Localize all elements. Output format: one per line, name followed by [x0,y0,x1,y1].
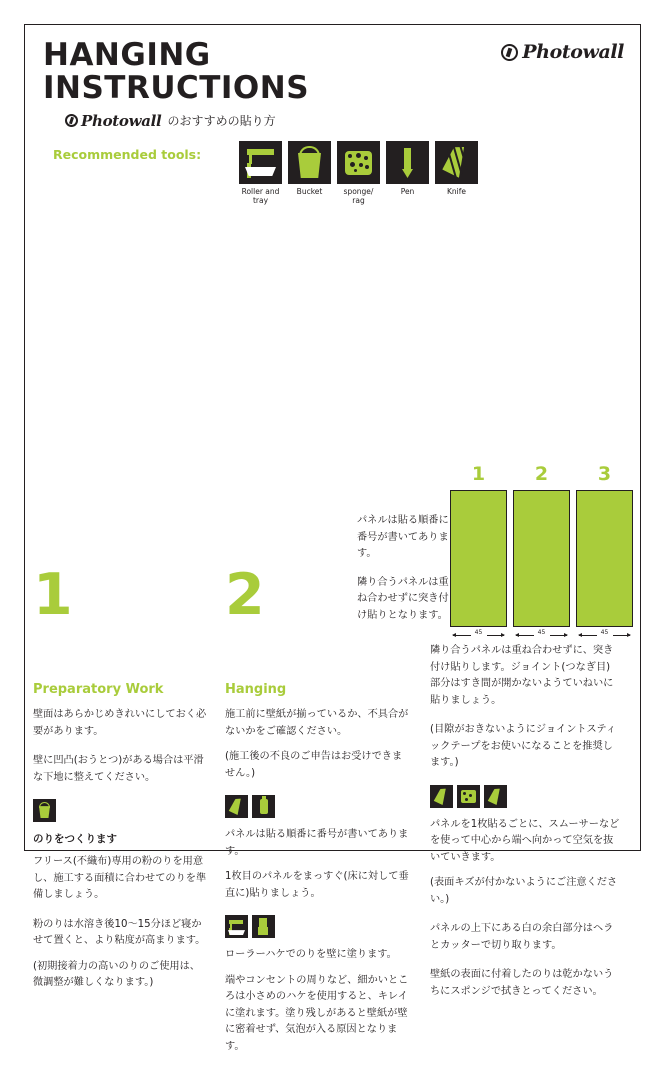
step-1-paragraph-2: 壁に凹凸(おうとつ)がある場合は平滑な下地に整えてください。 [33,755,204,783]
panel-dimension-value: 45 [597,629,613,636]
title-line-2: INSTRUCTIONS [43,70,310,107]
step-2-column [225,562,410,1068]
step-1-paragraph-1: 壁面はあらかじめきれいにしておく必要があります。 [33,709,207,737]
panel-dimension [450,629,507,642]
column-3-paragraph-6: 壁紙の表面に付着したのりは乾かないうちにスポンジで拭きとってください。 [430,969,614,997]
panel-row [450,490,643,627]
step-1-paragraph-3: フリース(不織布)専用の粉のりを用意し、施工する面積に合わせてのりを準備しましょう。 [33,856,207,901]
wall-panel [450,490,507,627]
sponge-rag-icon [337,141,380,184]
column-3-paragraph-2: (目隙がおきないようにジョイントスティックテープをお使いになることを推奨します。) [430,724,617,769]
step-1-column [33,562,208,1005]
panel-number: 3 [597,463,612,485]
step-1-paragraph-4: 粉のりは水溶き後10〜15分ほど寝かせて置くと、より粘度が高まります。 [33,918,206,947]
panel-number: 2 [534,463,549,485]
photowall-logo-icon [501,44,518,61]
panel-numbers [450,463,643,485]
panel-number: 1 [471,463,486,485]
step-2-paragraph-4: 1枚目のパネルをまっすぐ(床に対して垂直に)貼りましょう。 [225,871,409,899]
panel-dimension-value: 45 [471,629,487,636]
panel-dimension [576,629,633,642]
panel-dimension-value: 45 [534,629,550,636]
tool-item [239,141,282,206]
step-2-icons [225,795,410,818]
step-2-paragraph-5: ローラーハケでのりを壁に塗ります。 [225,949,397,961]
knife-icon [225,795,248,818]
brand-name-small: Photowall [81,111,162,130]
tool-caption: sponge/ rag [343,187,374,205]
step-2-paragraph-2: (施工後の不良のご申告はお受けできません。) [225,751,403,779]
tool-caption: Knife [446,187,466,196]
instruction-sheet [24,24,641,1052]
step-2-paragraph-1: 施工前に壁紙が揃っているか、不具合がないかをご確認ください。 [225,709,409,737]
step-1-number: 1 [33,562,73,628]
panel-caption-p1: パネルは貼る順番に番号が書いてあります。 [357,515,449,560]
title-line-1: HANGING [43,37,211,73]
column-3-paragraph-1: 隣り合うパネルは重ね合わせずに、突き付け貼りします。ジョイント(つなぎ目)部分はすき間が開かないようていねいに貼りましょう。 [430,645,614,706]
panel-dimensions [450,629,643,642]
recommended-tools-label: Recommended tools: [53,147,202,162]
panel-caption-p2: 隣り合うパネルは重ね合わせずに突き付け貼りとなります。 [357,576,449,621]
step-2-number: 2 [225,562,265,628]
step-2-icons-2 [225,915,410,938]
photowall-logo-icon [65,114,78,127]
panel-diagram [357,463,643,642]
knife-icon [435,141,478,184]
column-3-paragraph-3: パネルを1枚貼るごとに、スムーサーなどを使って中心から端へ向かって空気を抜いていきます。 [430,818,620,863]
panel-dimension [513,629,570,642]
brand-name: Photowall [522,41,624,63]
header [25,25,640,141]
column-3-icons [430,785,620,808]
knife-icon [430,785,453,808]
step-2-heading: Hanging [225,682,287,697]
tool-item [337,141,380,206]
tool-caption: Bucket [296,187,323,196]
step-1-paragraph-5: (初期接着力の高いのりのご使用は、微調整が難しくなります。) [33,960,200,989]
subtitle [43,112,622,130]
bucket-icon [288,141,331,184]
tool-list [239,141,478,206]
tool-caption: Roller and tray [241,187,280,205]
smoother-icon [484,785,507,808]
tool-item [435,141,478,206]
subtitle-text: のおすすめの貼り方 [167,114,276,129]
step-2-paragraph-3: パネルは貼る順番に番号が書いてあります。 [225,829,409,857]
pen-icon [386,141,429,184]
step-2-continued-column [430,643,620,1013]
tool-caption: Pen [400,187,415,196]
bottle-icon [252,795,275,818]
step-1-heading: Preparatory Work [33,682,164,697]
wall-panel [513,490,570,627]
paint-roller-and-tray-icon [239,141,282,184]
tool-item [288,141,331,206]
bucket-icon [33,799,56,822]
paint-roller-and-tray-icon [225,915,248,938]
step-2-paragraph-6: 端やコンセントの周りなど、細かいところは小さめのハケを使用すると、キレイに塗れます。塗り残しがあると壁紙が壁に密着せず、気泡が入る原因となります。 [225,974,409,1052]
brand-wordmark-small [65,112,161,130]
brand-logo [501,41,624,63]
tool-item [386,141,429,206]
step-1-subheading: のりをつくります [33,833,117,846]
brush-icon [252,915,275,938]
step-1-icons [33,799,208,822]
wall-panel [576,490,633,627]
recommended-tools-section [25,141,640,227]
column-3-paragraph-4: (表面キズが付かないようにご注意ください。) [430,877,618,905]
column-3-paragraph-5: パネルの上下にある白の余白部分はヘラとカッターで切り取ります。 [430,923,614,951]
sponge-icon [457,785,480,808]
